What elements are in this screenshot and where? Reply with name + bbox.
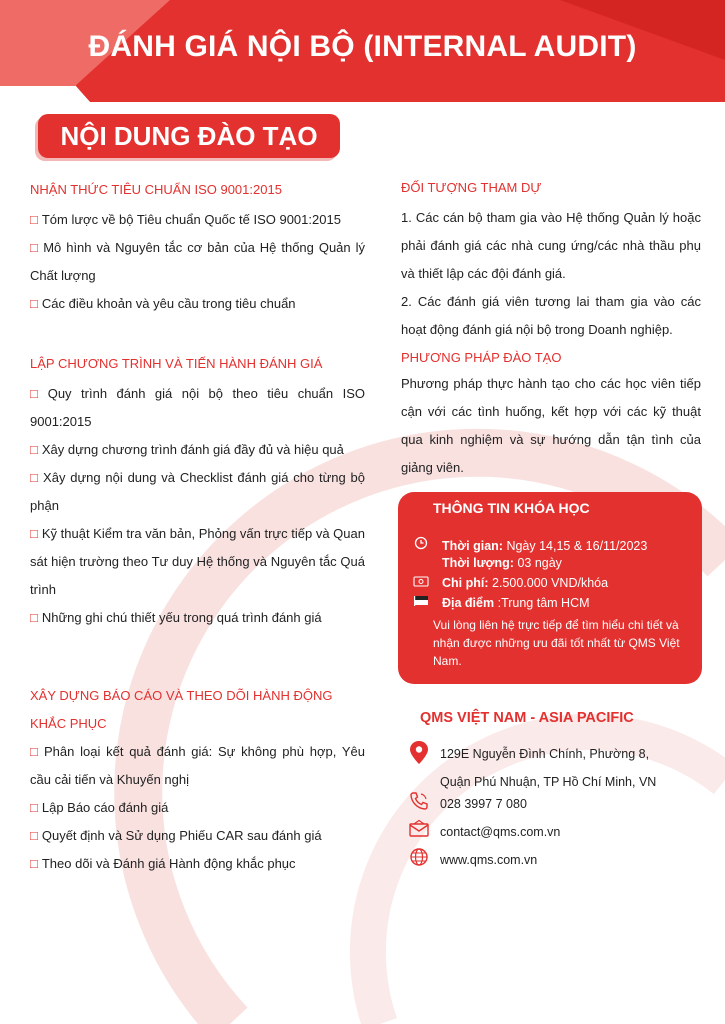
method-paragraph: Phương pháp thực hành tạo cho các học viên tiếp cận với các tình huống, kết hợp với các kỹ thuật qua kinh nghiệm và sự hướng dẫn tận tình của giảng viên.: [401, 376, 701, 475]
time-row: [412, 536, 647, 555]
checkbox-bullet-icon: □: [30, 296, 38, 311]
fee-value: 2.500.000 VND/khóa: [492, 576, 609, 590]
address-line2: Quận Phú Nhuận, TP Hồ Chí Minh, VN: [440, 775, 657, 789]
duration-value: 03 ngày: [517, 556, 562, 570]
s2-heading: LẬP CHƯƠNG TRÌNH VÀ TIẾN HÀNH ĐÁNH GIÁ: [30, 356, 323, 371]
list-item: □ Kỹ thuật Kiểm tra văn bản, Phỏng vấn trực tiếp và Quan sát hiện trường theo Tư duy Hệ thống và Nguyên tắc Quá trình: [30, 526, 365, 597]
checkbox-bullet-icon: □: [30, 526, 38, 541]
list-item: □ Xây dựng nội dung và Checklist đánh giá cho từng bộ phận: [30, 470, 366, 513]
course-info-title: THÔNG TIN KHÓA HỌC: [433, 500, 590, 516]
checkbox-bullet-icon: □: [30, 744, 40, 759]
fee-label: Chi phí:: [442, 576, 489, 590]
list-item: □ Xây dựng chương trình đánh giá đầy đủ và hiệu quả: [30, 442, 344, 457]
list-item: □ Tóm lược về bộ Tiêu chuẩn Quốc tế ISO 9001:2015: [30, 212, 341, 227]
list-item: □ Quyết định và Sử dụng Phiếu CAR sau đánh giá: [30, 828, 322, 843]
email-link[interactable]: contact@qms.com.vn: [440, 825, 561, 839]
list-item: □ Quy trình đánh giá nội bộ theo tiêu chuẩn ISO 9001:2015: [30, 386, 365, 429]
checkbox-bullet-icon: □: [30, 470, 40, 485]
checkbox-bullet-icon: □: [30, 240, 40, 255]
checkbox-bullet-icon: □: [30, 800, 38, 815]
s1-heading: NHẬN THỨC TIÊU CHUẨN ISO 9001:2015: [30, 182, 282, 197]
place-label: Địa điểm: [442, 596, 495, 610]
mail-icon: [408, 818, 430, 840]
section-title: NỘI DUNG ĐÀO TẠO: [60, 121, 318, 151]
address-row: [408, 740, 656, 796]
fee-row: [412, 574, 608, 592]
flag-icon: [412, 594, 430, 612]
location-pin-icon: [408, 740, 430, 762]
checkbox-bullet-icon: □: [30, 828, 38, 843]
left-column: [30, 180, 365, 878]
place-value: :Trung tâm HCM: [497, 596, 590, 610]
method-heading: PHƯƠNG PHÁP ĐÀO TẠO: [401, 350, 562, 365]
audience-heading: ĐỐI TƯỢNG THAM DỰ: [401, 180, 542, 195]
right-column: [401, 178, 701, 482]
time-label: Thời gian:: [442, 538, 503, 553]
list-item: □ Theo dõi và Đánh giá Hành động khắc phục: [30, 856, 296, 871]
audience-p2: 2. Các đánh giá viên tương lai tham gia vào các hoạt động đánh giá nội bộ trong Doanh nghiệp.: [401, 294, 701, 337]
checkbox-bullet-icon: □: [30, 610, 38, 625]
checkbox-bullet-icon: □: [30, 856, 38, 871]
clock-icon: [412, 536, 430, 555]
list-item: □ Phân loại kết quả đánh giá: Sự không phù hợp, Yêu cầu cải tiến và Khuyến nghị: [30, 744, 365, 787]
phone-number[interactable]: 028 3997 7 080: [440, 797, 527, 811]
checkbox-bullet-icon: □: [30, 386, 44, 401]
money-icon: [412, 574, 430, 592]
duration-row: [442, 554, 562, 572]
course-info-card: [398, 492, 702, 684]
list-item: □ Lập Báo cáo đánh giá: [30, 800, 169, 815]
address-line1: 129E Nguyễn Đình Chính, Phường 8,: [440, 747, 650, 761]
checkbox-bullet-icon: □: [30, 442, 38, 457]
section-title-pill: [38, 114, 340, 158]
duration-label: Thời lượng:: [442, 556, 514, 570]
list-item: □ Những ghi chú thiết yếu trong quá trình đánh giá: [30, 610, 322, 625]
list-item: □ Các điều khoản và yêu cầu trong tiêu chuẩn: [30, 296, 296, 311]
checkbox-bullet-icon: □: [30, 212, 38, 227]
globe-icon: [408, 846, 430, 868]
email-row: [408, 818, 560, 846]
page-title: ĐÁNH GIÁ NỘI BỘ (INTERNAL AUDIT): [88, 30, 637, 63]
audience-p1: 1. Các cán bộ tham gia vào Hệ thống Quản lý hoặc phải đánh giá các nhà cung ứng/các nhà thầu phụ và thiết lập các đội đánh giá.: [401, 210, 701, 281]
place-row: [412, 594, 590, 612]
phone-row: [408, 790, 527, 818]
phone-icon: [408, 790, 430, 812]
company-name: QMS VIỆT NAM - ASIA PACIFIC: [420, 710, 634, 726]
website-row: [408, 846, 537, 874]
s3-heading: XÂY DỰNG BÁO CÁO VÀ THEO DÕI HÀNH ĐỘNG KHẮC PHỤC: [30, 688, 333, 731]
time-value: Ngày 14,15 & 16/11/2023: [506, 538, 648, 553]
website-link[interactable]: www.qms.com.vn: [440, 853, 538, 867]
list-item: □ Mô hình và Nguyên tắc cơ bản của Hệ thống Quản lý Chất lượng: [30, 240, 365, 283]
course-info-note: Vui lòng liên hệ trực tiếp để tìm hiểu chi tiết và nhận được những ưu đãi tốt nhất từ QMS Việt Nam.: [433, 618, 680, 668]
